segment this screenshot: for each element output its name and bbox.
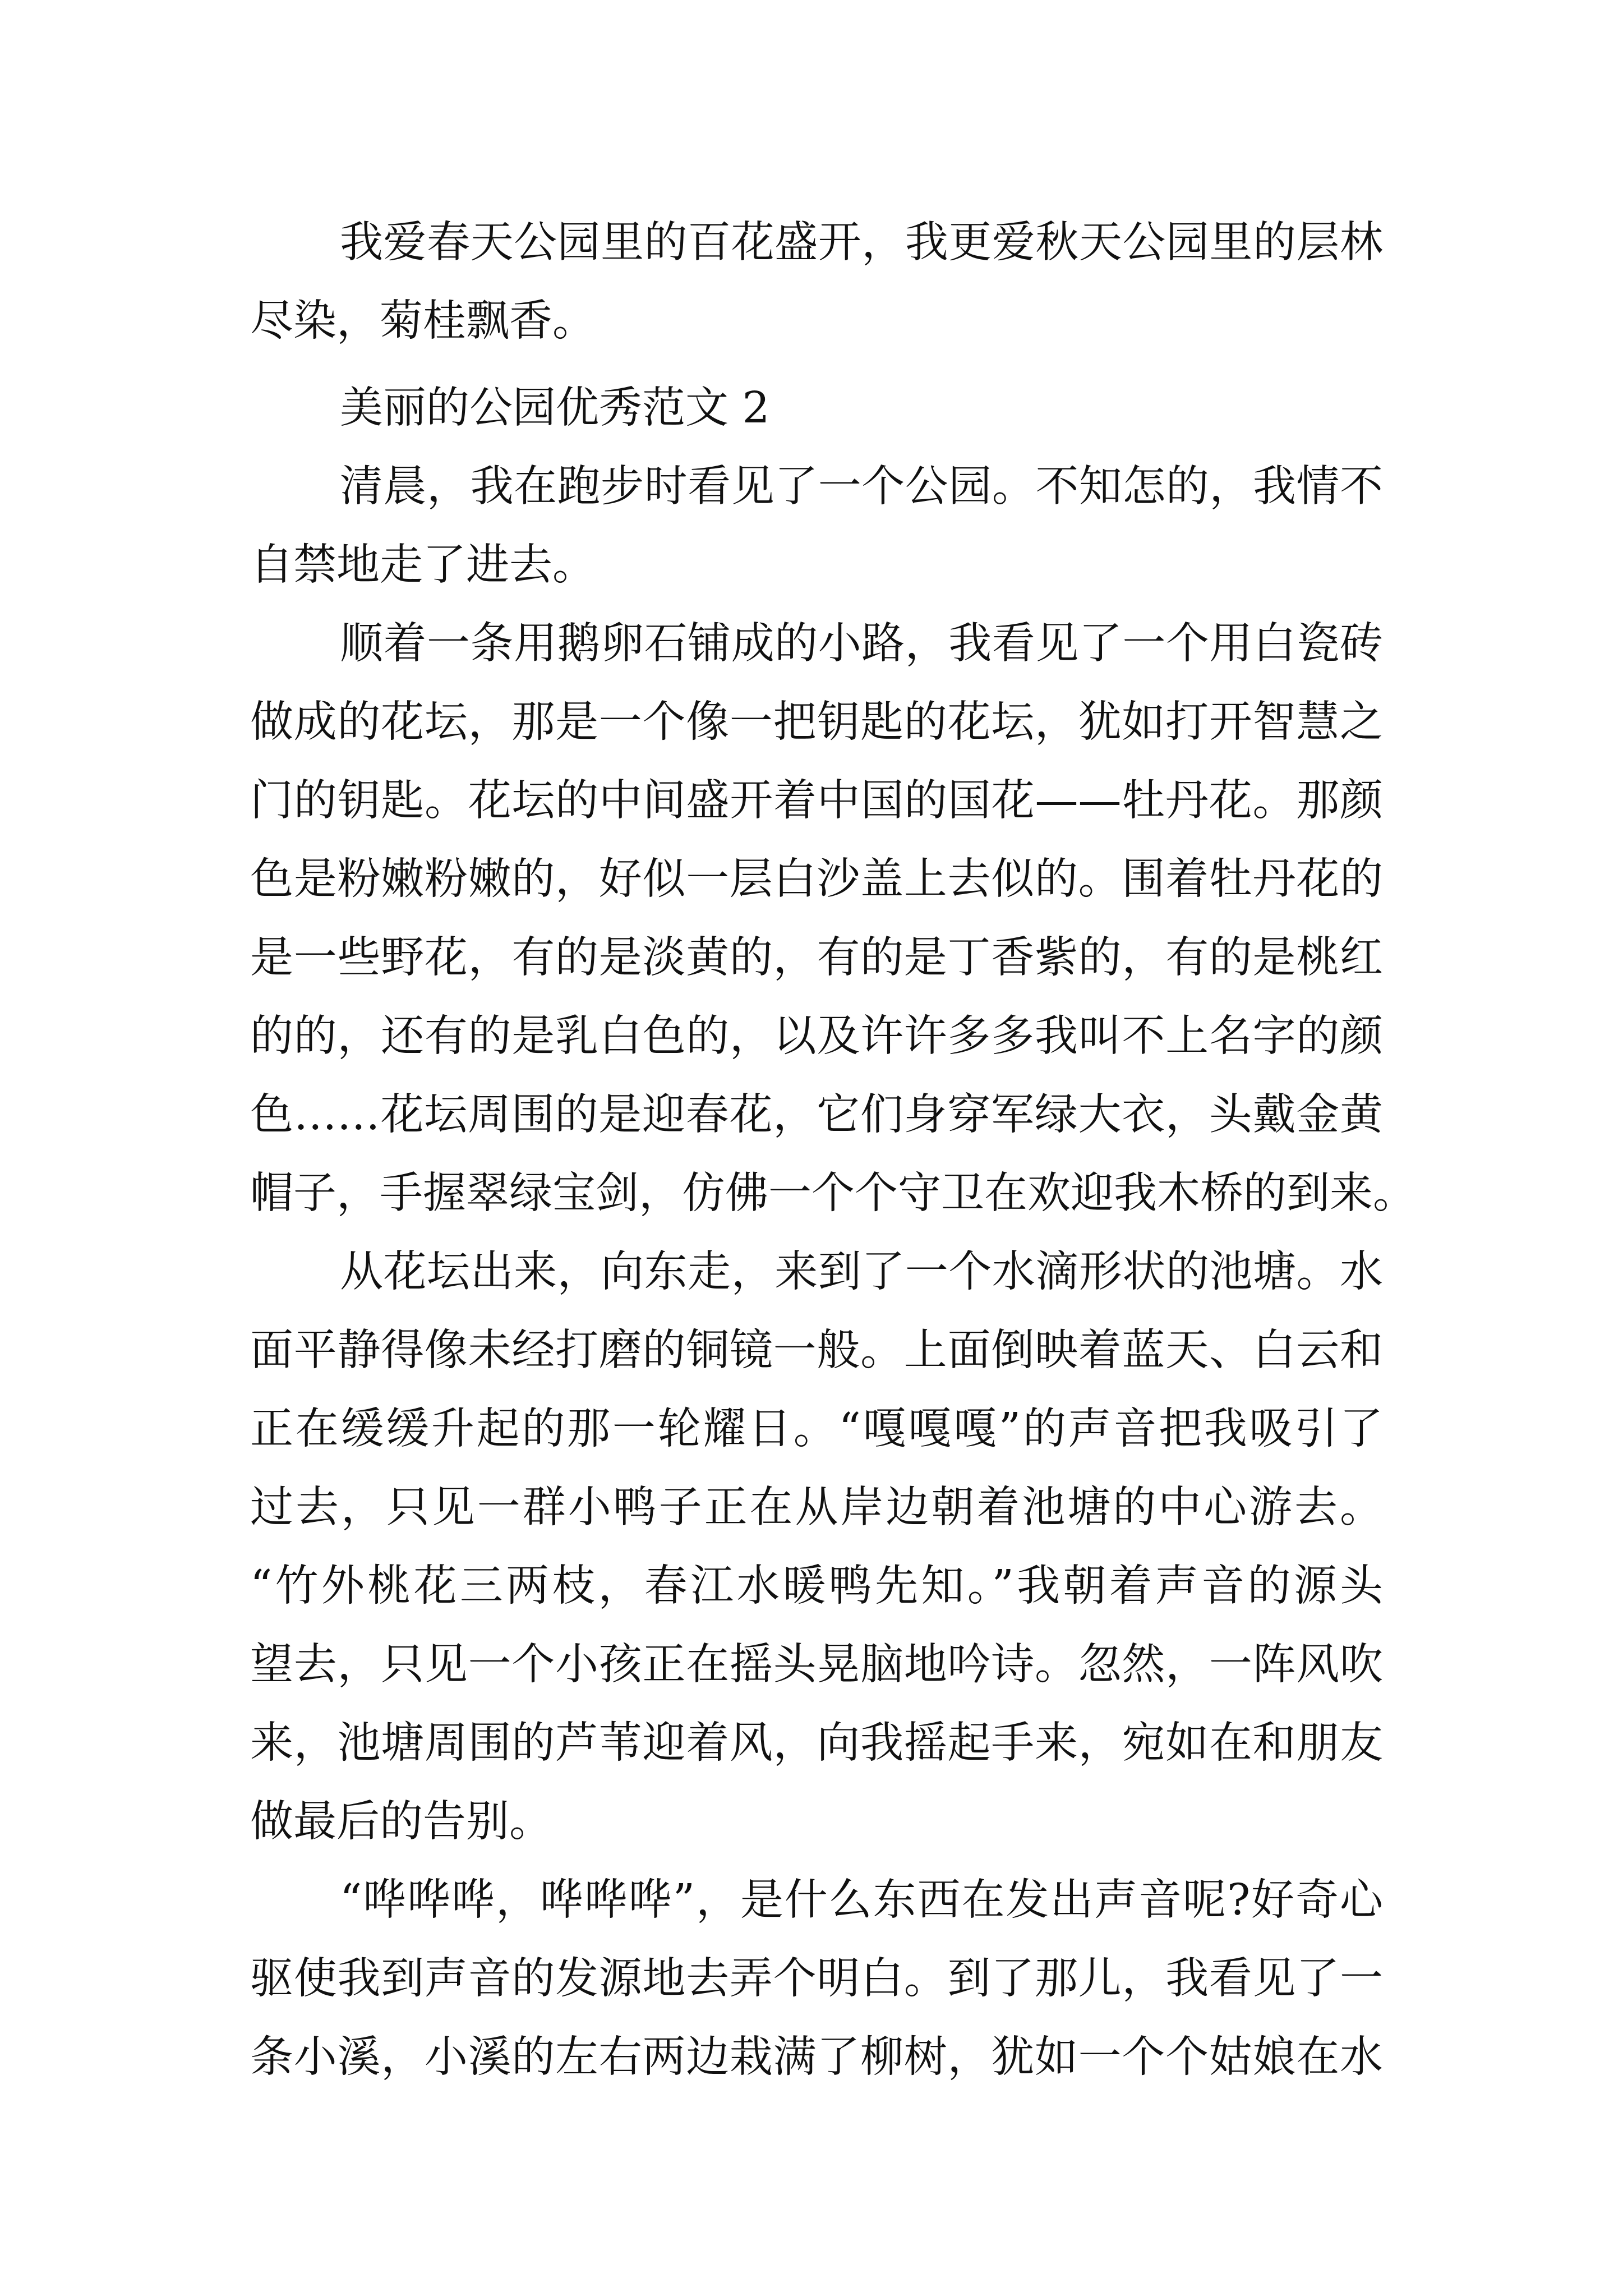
text-line: “哗哗哗，哗哗哗”，是什么东西在发出声音呢?好奇心	[340, 1875, 1383, 1925]
section-heading: 美丽的公园优秀范文 2	[340, 383, 770, 433]
text-line: 面平静得像未经打磨的铜镜一般。上面倒映着蓝天、白云和	[250, 1326, 1383, 1375]
text-line: 是一些野花，有的是淡黄的，有的是丁香紫的，有的是桃红	[250, 933, 1383, 983]
text-line: 清晨，我在跑步时看见了一个公园。不知怎的，我情不	[340, 462, 1383, 512]
text-line: 做最后的告别。	[250, 1797, 552, 1847]
text-line: “竹外桃花三两枝，春江水暖鸭先知。”我朝着声音的源头	[250, 1561, 1383, 1611]
text-line: 正在缓缓升起的那一轮耀日。“嘎嘎嘎”的声音把我吸引了	[250, 1404, 1383, 1454]
text-line: 我爱春天公园里的百花盛开，我更爱秋天公园里的层林	[340, 218, 1383, 268]
text-line: 驱使我到声音的发源地去弄个明白。到了那儿，我看见了一	[250, 1954, 1383, 2004]
text-line: 门的钥匙。花坛的中间盛开着中国的国花——牡丹花。那颜	[250, 776, 1383, 826]
text-line: 从花坛出来，向东走，来到了一个水滴形状的池塘。水	[340, 1247, 1383, 1297]
text-line: 顺着一条用鹅卵石铺成的小路，我看见了一个用白瓷砖	[340, 619, 1383, 669]
text-line: 过去，只见一群小鸭子正在从岸边朝着池塘的中心游去。	[250, 1483, 1383, 1533]
text-line: 色……花坛周围的是迎春花，它们身穿军绿大衣，头戴金黄	[250, 1090, 1383, 1140]
text-line: 来，池塘周围的芦苇迎着风，向我摇起手来，宛如在和朋友	[250, 1718, 1383, 1768]
text-line: 望去，只见一个小孩正在摇头晃脑地吟诗。忽然，一阵风吹	[250, 1640, 1383, 1690]
text-line: 色是粉嫩粉嫩的，好似一层白沙盖上去似的。围着牡丹花的	[250, 854, 1383, 904]
text-line: 做成的花坛，那是一个像一把钥匙的花坛，犹如打开智慧之	[250, 697, 1383, 747]
text-line: 条小溪，小溪的左右两边栽满了柳树，犹如一个个姑娘在水	[250, 2032, 1383, 2082]
text-line: 帽子，手握翠绿宝剑，仿佛一个个守卫在欢迎我木桥的到来。	[250, 1168, 1416, 1218]
text-line: 自禁地走了进去。	[250, 540, 596, 590]
text-line: 的的，还有的是乳白色的，以及许许多多我叫不上名字的颜	[250, 1011, 1383, 1061]
text-line: 尽染，菊桂飘香。	[250, 296, 596, 346]
